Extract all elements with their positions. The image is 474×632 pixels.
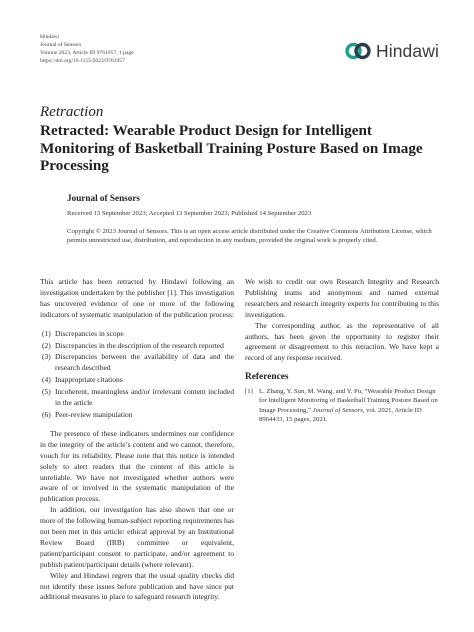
copyright-notice: Copyright © 2023 Journal of Sensors. This is an open access article distributed under the Creative Commons Attribution License, which permits unrestricted use, distribution, and reproduction in any medium, provided the original work is properly cited. <box>67 228 432 245</box>
meta-publisher: Hindawi <box>40 34 60 40</box>
list-item <box>40 387 234 409</box>
article-type: Retraction <box>40 104 104 120</box>
list-number: (6) <box>42 409 51 419</box>
meta-volume: Volume 2023, Article ID 9761957, 1 page <box>40 50 134 56</box>
list-number: (1) <box>42 328 51 338</box>
meta-journal: Journal of Sensors <box>40 42 82 48</box>
reference-details: , vol. 2021, Article ID 8964433, 15 pages, 2021. <box>259 406 422 424</box>
intro-paragraph: This article has been retracted by Hindawi following an investigation undertaken by the publisher [1]. This investigation has uncovered evidence of one or more of the following indicators of systematic manipulation of the publication process: <box>40 277 234 319</box>
article-title: Retracted: Wearable Product Design for Intelligent Monitoring of Basketball Training Posture Based on Image Processing <box>40 122 423 175</box>
list-number: (4) <box>42 375 51 385</box>
hindawi-logo <box>345 39 439 63</box>
list-item <box>40 329 234 340</box>
list-number: (2) <box>42 340 51 350</box>
list-text: Discrepancies in the description of the research reported <box>55 340 224 350</box>
list-item <box>40 352 234 374</box>
article-meta <box>40 33 134 65</box>
paragraph-credit-continued: We wish to credit our own Research Integrity and Research Publishing teams and anonymous and named external researchers and research integrity experts for contributing to this investigation. <box>245 277 439 319</box>
logo-text: Hindawi <box>376 40 439 61</box>
reference-journal: Journal of Sensors <box>312 406 363 414</box>
paragraph-confidence: The presence of these indicators undermines our confidence in the integrity of the article’s content and we cannot, therefore, vouch for its reliability. Please note that this notice is intended solely to alert readers that the content of this article is unreliable. We have not investigated whether authors were aware of or involved in the systematic manipulation of the publication process. <box>40 428 234 504</box>
paragraph-human-subject: In addition, our investigation has also shown that one or more of the following human-subject reporting requirements has not been met in this article: ethical approval by an Institutional Review Board (IRB) committee or equivalent, patient/participant consent to participate, and/or agreement to publish patient/participant details (where relevant). <box>40 505 234 569</box>
list-number: (3) <box>42 352 51 362</box>
right-column <box>245 277 439 424</box>
meta-doi-link[interactable]: https://doi.org/10.1155/2023/9761957 <box>40 58 125 64</box>
hindawi-logo-icon <box>345 39 371 63</box>
left-column <box>40 277 234 603</box>
reference-number: [1] <box>245 388 253 396</box>
reference-text <box>259 387 439 424</box>
list-text: Discrepancies in scope <box>55 328 124 338</box>
list-number: (5) <box>42 387 51 397</box>
list-text: Peer-review manipulation <box>55 409 133 419</box>
indicator-list <box>40 329 234 421</box>
list-item <box>40 341 234 352</box>
article-dates: Received 13 September 2023; Accepted 13 September 2023; Published 14 September 2023 <box>67 210 312 217</box>
paragraph-quality-checks: Wiley and Hindawi regrets that the usual quality checks did not identify these issues before publication and have since put additional measures in place to safeguard research integrity. <box>40 570 234 602</box>
list-item <box>40 410 234 421</box>
list-text: Inappropriate citations <box>55 375 123 385</box>
paragraph-author-response: The corresponding author, as the representative of all authors, has been given the opportunity to register their agreement or disagreement to this retraction. We have kept a record of any response received. <box>245 320 439 363</box>
journal-name: Journal of Sensors <box>67 193 140 203</box>
list-text: Discrepancies between the availability of data and the research described <box>55 352 234 373</box>
list-text: Incoherent, meaningless and/or irrelevant content included in the article <box>55 387 234 408</box>
reference-item <box>245 387 439 424</box>
references-heading: References <box>245 372 289 383</box>
reference-authors-title: L. Zhang, Y. Sun, M. Wang, and Y. Pu, “Wearable Product Design for Intelligent Monitoring of Basketball Training Posture Based on Image Processing,” <box>259 388 438 414</box>
list-item <box>40 375 234 386</box>
